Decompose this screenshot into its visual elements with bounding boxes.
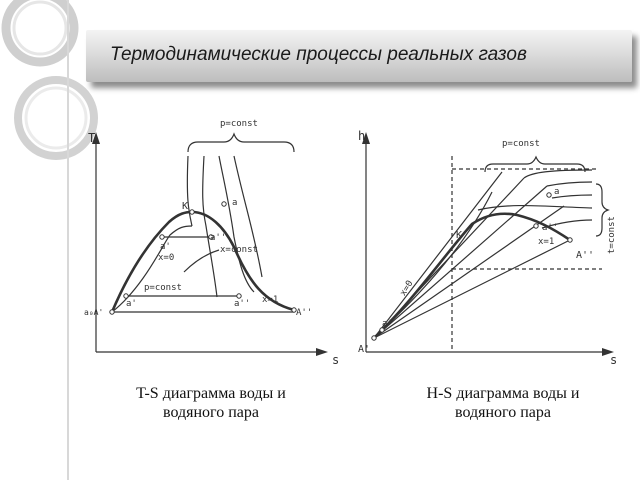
- hs-label-x1: x=1: [538, 237, 555, 247]
- ts-label-a-dblprime-low: a'': [234, 299, 251, 309]
- ts-label-K: K: [182, 201, 189, 212]
- hs-point-A-prime: [372, 336, 376, 340]
- hs-point-A-dblprime: [568, 238, 572, 242]
- hs-point-a-dblprime: [534, 224, 538, 228]
- hs-isobar-left: [374, 192, 492, 338]
- ts-label-x0: x=0: [158, 253, 175, 263]
- ts-caption: [104, 384, 318, 422]
- deco-ring-top-inner: [14, 2, 66, 54]
- hs-caption: [396, 384, 610, 422]
- ts-label-p-const-top: p=const: [220, 119, 258, 129]
- ts-isobar-1: [187, 156, 192, 226]
- ts-pressure-brace: [188, 134, 294, 152]
- ts-liquid-isobar: [112, 226, 192, 312]
- ts-point-K: [190, 210, 194, 214]
- ts-point-a-prime-low: [124, 294, 128, 298]
- ts-x-arrow: [316, 348, 328, 356]
- ts-label-a-prime-low: a': [126, 299, 137, 309]
- hs-caption-line1: H-S диаграмма воды и: [426, 385, 580, 402]
- ts-caption-line1: T-S диаграмма воды и: [136, 385, 286, 402]
- hs-diagram: [352, 112, 627, 367]
- ts-label-x1: x=1: [262, 295, 279, 305]
- hs-label-A-prime: A': [358, 344, 371, 355]
- hs-label-p-const: p=const: [502, 139, 540, 149]
- ts-label-a-prime: a': [160, 242, 171, 252]
- hs-isobar-3: [374, 186, 547, 338]
- ts-x-const-line: [184, 250, 219, 272]
- hs-label-a-prime: a': [382, 319, 393, 329]
- ts-x-label: s: [332, 353, 340, 367]
- hs-label-a-dblprime: a'': [542, 223, 559, 233]
- hs-y-label: h: [358, 129, 366, 143]
- ts-y-label: T: [88, 131, 96, 145]
- hs-saturation-curve: [374, 214, 570, 338]
- ts-isobar-3: [219, 156, 254, 292]
- ts-diagram: [84, 112, 344, 367]
- hs-isobar-1: [374, 172, 502, 338]
- deco-ring-mid: [18, 80, 94, 156]
- hs-caption-line2: водяного пара: [455, 404, 551, 421]
- hs-label-K: K: [456, 230, 463, 241]
- slide-title: Термодинамические процессы реальных газов: [110, 44, 527, 65]
- ts-caption-line2: водяного пара: [163, 404, 259, 421]
- deco-ring-mid-inner: [26, 88, 86, 148]
- hs-label-a: a: [554, 187, 560, 197]
- ts-isobar-2: [203, 156, 217, 297]
- ts-point-a: [222, 202, 226, 206]
- hs-label-t-const: t=const: [607, 216, 617, 254]
- ts-point-origin: [110, 310, 114, 314]
- ts-point-a-prime: [160, 235, 164, 239]
- ts-label-a-dblprime: a'': [210, 233, 227, 243]
- hs-isotherm-2: [547, 182, 592, 186]
- hs-label-x0: x=0: [398, 278, 416, 299]
- ts-label-x-const: x=const: [220, 245, 258, 255]
- ts-label-origin: a₀A': [84, 308, 104, 317]
- ts-label-a: a: [232, 198, 238, 208]
- ts-label-A-dblprime: A'': [296, 308, 313, 318]
- hs-point-a: [547, 193, 551, 197]
- ts-label-p-const-mid: p=const: [144, 283, 182, 293]
- hs-label-A-dblprime: A'': [576, 250, 595, 261]
- hs-isotherm-1: [524, 170, 592, 178]
- hs-x-label: s: [610, 353, 618, 367]
- ts-point-a-dblprime-low: [237, 294, 241, 298]
